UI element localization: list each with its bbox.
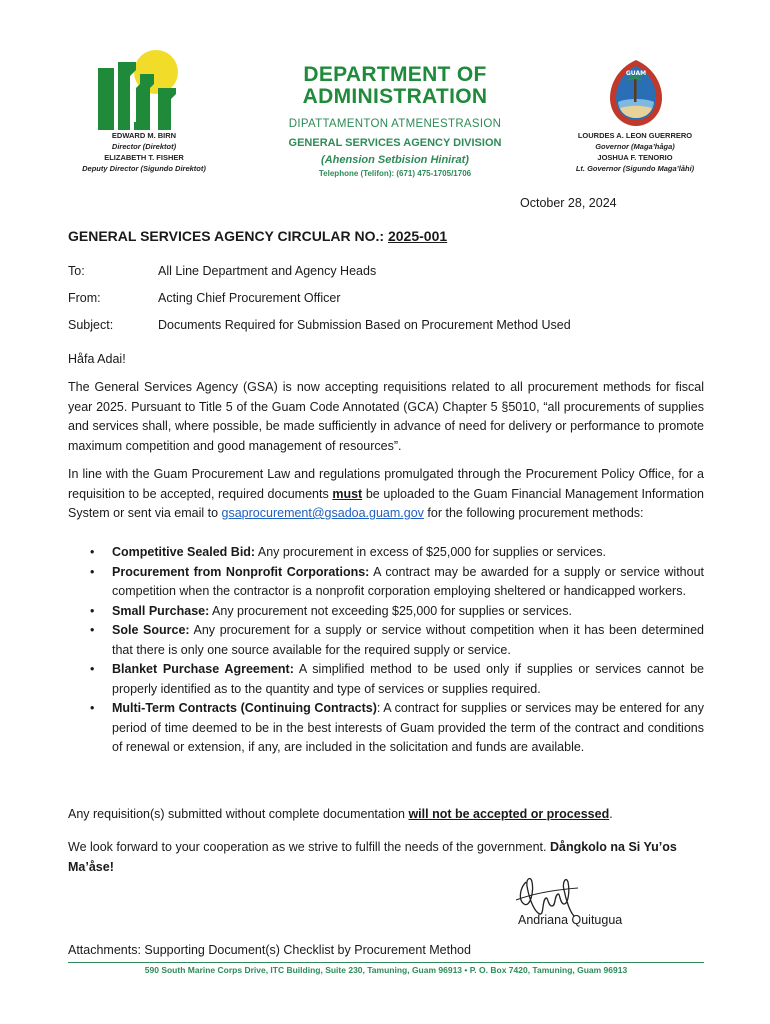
division-local-name: (Ahension Setbision Hinirat) bbox=[321, 154, 469, 166]
from-label: From: bbox=[68, 291, 101, 305]
method-term: Blanket Purchase Agreement: bbox=[112, 662, 294, 676]
closing-phrase: Dångkolo na Si Yu’os Ma’åse! bbox=[68, 840, 677, 874]
para3-text-1: Any requisition(s) submitted without complete documentation bbox=[68, 807, 409, 821]
paragraph-requirements bbox=[68, 465, 704, 524]
para2-text-3: for the following procurement methods: bbox=[423, 506, 644, 520]
lt-governor-title: Lt. Governor (Sigundo Maga’låhi) bbox=[575, 164, 695, 173]
bullet-icon: • bbox=[90, 623, 95, 637]
department-block bbox=[270, 64, 520, 178]
paragraph-warning bbox=[68, 805, 704, 825]
to-value: All Line Department and Agency Heads bbox=[158, 264, 377, 278]
circular-title bbox=[68, 228, 447, 244]
department-title-line-1: DEPARTMENT OF bbox=[303, 63, 487, 86]
bullet-icon: • bbox=[90, 603, 95, 618]
attachments: Attachments: Supporting Document(s) Checklist by Procurement Method bbox=[68, 943, 471, 957]
bullet-icon: • bbox=[90, 662, 95, 676]
must-emphasis: must bbox=[332, 486, 363, 501]
division-name: GENERAL SERVICES AGENCY DIVISION bbox=[288, 137, 502, 149]
list-item bbox=[68, 621, 704, 660]
method-term: Procurement from Nonprofit Corporations: bbox=[112, 564, 370, 579]
deputy-director-title: Deputy Director (Sigundo Direktot) bbox=[82, 164, 206, 173]
signer-name: Andriana Quitugua bbox=[518, 913, 623, 927]
list-item bbox=[68, 543, 704, 563]
telephone: Telephone (Telifon): (671) 475-1705/1706 bbox=[318, 169, 472, 178]
method-desc: Any procurement in excess of $25,000 for supplies or services. bbox=[255, 545, 606, 559]
from-value: Acting Chief Procurement Officer bbox=[158, 291, 341, 305]
footer-address: 590 South Marine Corps Drive, ITC Building, Suite 230, Tamuning, Guam 96913 • P. O. Box 7420, Tamuning, Guam 96913 bbox=[144, 965, 628, 975]
para2-text-2: be uploaded to the Guam Financial Management Information System or sent via email to bbox=[68, 486, 704, 520]
subject-label: Subject: bbox=[68, 318, 114, 332]
para3-text-2: . bbox=[609, 807, 613, 821]
method-term: Small Purchase: bbox=[112, 603, 210, 618]
list-item bbox=[68, 699, 704, 758]
paragraph-intro: The General Services Agency (GSA) is now accepting requisitions related to all procurement methods for fiscal year 2025. Pursuant to Title 5 of the Guam Code Annotated (GCA) Chapter 5 §5010, “all procurements of supplies and services shall, where possible, be made sufficiently in advance of need for delivery or performance to promote maximum competition and good management of resources”. bbox=[68, 380, 704, 453]
greeting: Håfa Adai! bbox=[68, 352, 126, 366]
method-term: Competitive Sealed Bid: bbox=[112, 545, 256, 559]
list-item bbox=[68, 660, 704, 699]
warning-emphasis: will not be accepted or processed bbox=[408, 807, 610, 821]
to-label: To: bbox=[68, 264, 85, 278]
deputy-director-name: ELIZABETH T. FISHER bbox=[104, 153, 184, 162]
para4-text: We look forward to your cooperation as we strive to fulfill the needs of the government. bbox=[68, 840, 550, 854]
method-desc: A contract may be awarded for a supply or service without competition when the contractor is a nonprofit corporation employing sheltered or handicapped workers. bbox=[112, 564, 705, 598]
guam-seal-icon bbox=[608, 58, 664, 128]
footer-divider bbox=[68, 962, 704, 963]
email-link[interactable]: gsaprocurement@gsadoa.guam.gov bbox=[221, 506, 424, 520]
method-desc: : A contract for supplies or services may be entered for any period of time deemed to be in the best interests of Guam provided the term of the contract and conditions of renewal or extension, if any, are included in the solicitation and funds are available. bbox=[112, 701, 704, 754]
letter-date: October 28, 2024 bbox=[520, 196, 617, 210]
director-title: Director (Direktot) bbox=[111, 142, 177, 151]
department-logo bbox=[98, 48, 194, 130]
paragraph-closing bbox=[68, 838, 704, 877]
subject-value: Documents Required for Submission Based on Procurement Method Used bbox=[158, 318, 571, 332]
governor-title: Governor (Maga’håga) bbox=[595, 142, 675, 151]
director-name: EDWARD M. BIRN bbox=[111, 131, 177, 140]
bullet-icon: • bbox=[90, 701, 95, 715]
department-title-line-2: ADMINISTRATION bbox=[302, 85, 488, 108]
method-term: Multi-Term Contracts (Continuing Contracts) bbox=[112, 701, 377, 715]
bullet-icon: • bbox=[90, 545, 95, 559]
seal-text: GUAM bbox=[625, 70, 647, 77]
method-desc: Any procurement for a supply or service without competition when it has been determined that there is only one source available for the required supply or service. bbox=[112, 623, 704, 657]
method-term: Sole Source: bbox=[112, 623, 190, 637]
method-desc: A simplified method to be used only if supplies or services cannot be properly identified as to the quantity and type of services or supplies required. bbox=[112, 662, 704, 696]
department-subtitle: DIPATTAMENTON ATMENESTRASION bbox=[288, 118, 502, 130]
lt-governor-name: JOSHUA F. TENORIO bbox=[597, 153, 673, 162]
list-item bbox=[68, 602, 704, 622]
para2-text-1: In line with the Guam Procurement Law and regulations promulgated through the Procurement Policy Office, for a requisition to be accepted, required documents bbox=[68, 467, 704, 501]
circular-number: 2025-001 bbox=[387, 228, 448, 244]
right-officials bbox=[560, 130, 710, 174]
circular-label: GENERAL SERVICES AGENCY CIRCULAR NO.: bbox=[68, 228, 388, 244]
list-item bbox=[68, 563, 704, 602]
left-officials bbox=[64, 130, 224, 174]
method-desc: Any procurement not exceeding $25,000 for supplies or services. bbox=[209, 603, 572, 618]
letterhead bbox=[0, 0, 770, 190]
bullet-icon: • bbox=[90, 564, 95, 579]
governor-name: LOURDES A. LEON GUERRERO bbox=[577, 131, 693, 140]
procurement-methods bbox=[68, 543, 704, 758]
